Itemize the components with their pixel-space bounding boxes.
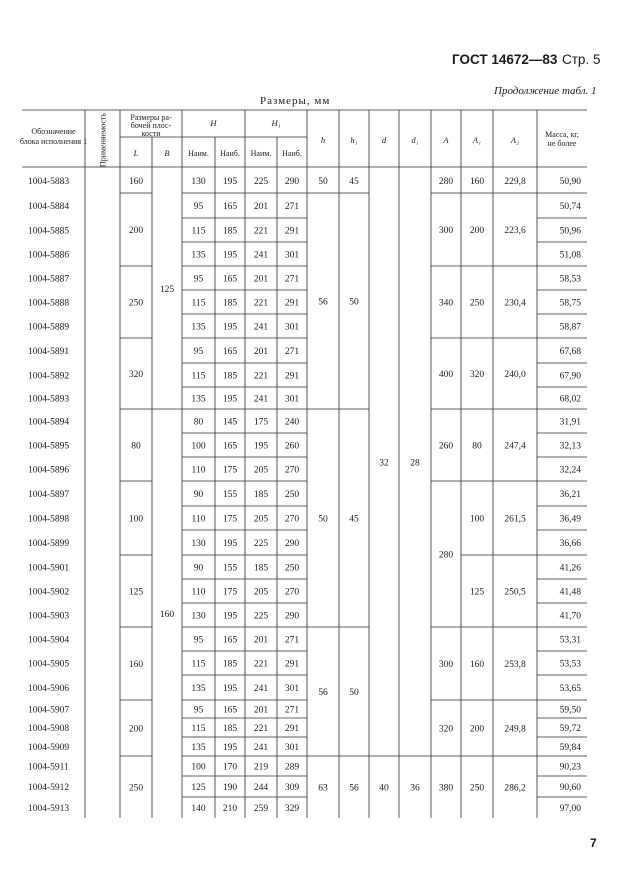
cell-H1-min: 205 bbox=[253, 465, 269, 476]
cell-H-max: 145 bbox=[222, 417, 238, 428]
cell-a2: 240,0 bbox=[504, 370, 526, 380]
cell-H-min: 115 bbox=[191, 298, 206, 309]
cell-mass: 58,87 bbox=[559, 322, 581, 333]
cell-H-min: 135 bbox=[191, 684, 206, 694]
header-applicability: Применяемость bbox=[98, 112, 108, 168]
document-code: ГОСТ 14672—83 bbox=[452, 52, 558, 67]
cell-H1-max: 329 bbox=[284, 804, 300, 814]
cell-H-min: 115 bbox=[191, 371, 206, 382]
cell-H-min: 100 bbox=[191, 762, 206, 773]
cell-H1-max: 301 bbox=[284, 250, 300, 261]
cell-l: 250 bbox=[128, 298, 144, 309]
cell-H1-min: 201 bbox=[253, 274, 269, 285]
cell-H1-min: 201 bbox=[253, 347, 269, 357]
row-designation: 1004-5887 bbox=[28, 274, 70, 285]
cell-l: 160 bbox=[128, 177, 144, 187]
cell-d1: 36 bbox=[410, 783, 420, 794]
cell-H-min: 95 bbox=[193, 202, 204, 212]
sizes-caption: Размеры, мм bbox=[260, 95, 331, 107]
cell-H-max: 155 bbox=[222, 490, 238, 500]
cell-H1-min: 221 bbox=[253, 371, 269, 382]
table-continuation-note: Продолжение табл. 1 bbox=[494, 85, 597, 97]
header-work-surface: Размеры ра- bbox=[130, 113, 172, 122]
cell-a1: 250 bbox=[469, 298, 485, 309]
row-designation: 1004-5889 bbox=[28, 322, 70, 333]
cell-H-min: 90 bbox=[193, 563, 204, 574]
cell-H-min: 100 bbox=[191, 441, 206, 452]
row-designation: 1004-5895 bbox=[28, 441, 70, 452]
cell-H-max: 165 bbox=[222, 441, 238, 452]
row-designation: 1004-5903 bbox=[28, 611, 70, 622]
header-mass: не более bbox=[547, 139, 577, 148]
cell-H1-max: 309 bbox=[284, 783, 300, 793]
cell-mass: 36,49 bbox=[559, 514, 581, 525]
cell-H1-min: 185 bbox=[253, 490, 269, 500]
cell-H-max: 155 bbox=[222, 563, 238, 574]
cell-a2: 223,6 bbox=[504, 226, 526, 236]
cell-H1-max: 250 bbox=[284, 490, 300, 500]
cell-l: 100 bbox=[128, 514, 144, 525]
cell-H1-max: 260 bbox=[284, 441, 300, 452]
cell-H-min: 80 bbox=[193, 417, 204, 428]
cell-H1-min: 225 bbox=[253, 177, 269, 187]
cell-H-max: 185 bbox=[222, 371, 238, 382]
cell-H-min: 95 bbox=[193, 705, 204, 716]
cell-h1: 45 bbox=[349, 514, 359, 525]
cell-a: 340 bbox=[438, 298, 454, 309]
cell-H1-max: 301 bbox=[284, 684, 300, 694]
cell-H-max: 190 bbox=[222, 783, 238, 793]
cell-a: 280 bbox=[438, 550, 454, 561]
cell-H1-min: 221 bbox=[253, 724, 269, 734]
cell-a2: 253,8 bbox=[504, 660, 526, 670]
header-H1-min: Наим. bbox=[250, 149, 272, 158]
cell-mass: 58,75 bbox=[559, 298, 581, 309]
row-designation: 1004-5898 bbox=[28, 514, 70, 525]
cell-a2: 247,4 bbox=[504, 441, 526, 452]
cell-H-min: 115 bbox=[191, 659, 206, 670]
cell-h: 50 bbox=[318, 514, 328, 525]
cell-H-max: 165 bbox=[222, 635, 238, 646]
cell-b: 125 bbox=[159, 285, 175, 295]
cell-l: 250 bbox=[128, 783, 144, 794]
cell-mass: 31,91 bbox=[559, 417, 581, 428]
cell-h1: 50 bbox=[349, 688, 359, 698]
cell-H1-min: 195 bbox=[253, 441, 269, 452]
cell-a: 280 bbox=[438, 177, 454, 187]
header-h1: h₁ bbox=[350, 135, 358, 145]
cell-H-max: 165 bbox=[222, 202, 238, 212]
cell-mass: 59,50 bbox=[559, 705, 581, 716]
cell-H-min: 135 bbox=[191, 743, 206, 753]
cell-l: 80 bbox=[131, 441, 141, 452]
cell-H-max: 195 bbox=[222, 250, 238, 261]
cell-h: 63 bbox=[318, 783, 328, 794]
cell-h1: 56 bbox=[349, 783, 359, 794]
cell-h1: 50 bbox=[349, 297, 359, 308]
row-designation: 1004-5884 bbox=[28, 202, 70, 212]
cell-H-min: 95 bbox=[193, 347, 204, 357]
row-designation: 1004-5891 bbox=[28, 347, 70, 357]
header-A1: A₁ bbox=[472, 135, 482, 145]
header-B: B bbox=[164, 148, 170, 158]
cell-mass: 50,96 bbox=[559, 226, 581, 237]
cell-a: 380 bbox=[438, 783, 454, 794]
cell-a: 300 bbox=[438, 226, 454, 236]
cell-a1: 125 bbox=[469, 587, 485, 598]
cell-mass: 32,24 bbox=[559, 465, 581, 476]
page-label: Стр. 5 bbox=[562, 52, 601, 67]
cell-H1-max: 291 bbox=[284, 226, 300, 237]
cell-H1-min: 225 bbox=[253, 611, 269, 622]
row-designation: 1004-5905 bbox=[28, 659, 70, 670]
cell-H1-min: 185 bbox=[253, 563, 269, 574]
cell-H1-max: 301 bbox=[284, 322, 300, 333]
cell-a2: 229,8 bbox=[504, 177, 526, 187]
cell-H-max: 195 bbox=[222, 684, 238, 694]
cell-H-max: 210 bbox=[222, 804, 238, 814]
cell-H1-min: 241 bbox=[253, 250, 269, 261]
cell-H-max: 185 bbox=[222, 298, 238, 309]
row-designation: 1004-5912 bbox=[28, 783, 70, 793]
cell-H-max: 195 bbox=[222, 394, 238, 405]
cell-H-max: 195 bbox=[222, 743, 238, 753]
cell-H1-max: 271 bbox=[284, 705, 300, 716]
cell-H-max: 195 bbox=[222, 611, 238, 622]
row-designation: 1004-5897 bbox=[28, 490, 70, 500]
row-designation: 1004-5908 bbox=[28, 724, 70, 734]
cell-H-max: 175 bbox=[222, 465, 238, 476]
header-d: d bbox=[381, 135, 387, 145]
cell-H1-min: 201 bbox=[253, 202, 269, 212]
cell-H1-max: 271 bbox=[284, 274, 300, 285]
row-designation: 1004-5885 bbox=[28, 226, 70, 237]
cell-a2: 230,4 bbox=[504, 298, 526, 309]
cell-l: 200 bbox=[128, 226, 144, 236]
cell-l: 160 bbox=[128, 660, 144, 670]
cell-H1-min: 244 bbox=[253, 783, 269, 793]
cell-mass: 59,84 bbox=[559, 743, 581, 753]
cell-h: 56 bbox=[318, 688, 328, 698]
cell-H1-min: 241 bbox=[253, 322, 269, 333]
cell-mass: 53,53 bbox=[559, 659, 581, 670]
cell-mass: 59,72 bbox=[559, 724, 581, 734]
cell-H1-max: 291 bbox=[284, 298, 300, 309]
cell-d: 32 bbox=[379, 458, 389, 469]
cell-mass: 41,48 bbox=[559, 587, 581, 598]
header-h: h bbox=[320, 135, 326, 145]
row-designation: 1004-5883 bbox=[28, 177, 70, 187]
cell-mass: 67,90 bbox=[559, 371, 581, 382]
cell-mass: 51,08 bbox=[559, 250, 581, 261]
cell-H-min: 125 bbox=[191, 783, 206, 793]
cell-h1: 45 bbox=[349, 177, 359, 187]
header-designation: Обозначение bbox=[31, 127, 76, 136]
cell-H-max: 185 bbox=[222, 226, 238, 237]
header-H-max: Наиб. bbox=[220, 149, 240, 158]
row-designation: 1004-5907 bbox=[28, 705, 70, 716]
cell-a1: 80 bbox=[472, 441, 482, 452]
cell-H1-min: 205 bbox=[253, 514, 269, 525]
cell-H-min: 115 bbox=[191, 226, 206, 237]
cell-d1: 28 bbox=[410, 458, 420, 469]
page-number: 7 bbox=[590, 836, 597, 850]
cell-l: 320 bbox=[128, 370, 144, 380]
cell-mass: 90,60 bbox=[559, 783, 581, 793]
cell-H-min: 140 bbox=[191, 804, 206, 814]
cell-H1-min: 201 bbox=[253, 635, 269, 646]
header-A: A bbox=[443, 135, 449, 145]
cell-h: 56 bbox=[318, 297, 328, 308]
cell-a1: 320 bbox=[469, 370, 485, 380]
cell-H1-max: 270 bbox=[284, 465, 300, 476]
cell-a2: 249,8 bbox=[504, 724, 526, 735]
cell-H1-max: 301 bbox=[284, 394, 300, 405]
cell-H1-max: 291 bbox=[284, 659, 300, 670]
cell-d: 40 bbox=[379, 783, 389, 794]
header-mass: Масса, кг, bbox=[545, 130, 579, 139]
cell-H-max: 195 bbox=[222, 177, 238, 187]
cell-H1-max: 270 bbox=[284, 587, 300, 598]
cell-H1-min: 221 bbox=[253, 226, 269, 237]
cell-H1-max: 291 bbox=[284, 371, 300, 382]
cell-a1: 200 bbox=[469, 226, 485, 236]
cell-H1-min: 201 bbox=[253, 705, 269, 716]
row-designation: 1004-5894 bbox=[28, 417, 70, 428]
row-designation: 1004-5909 bbox=[28, 743, 70, 753]
cell-H-max: 165 bbox=[222, 274, 238, 285]
cell-H-min: 110 bbox=[191, 587, 206, 598]
cell-H1-max: 290 bbox=[284, 611, 300, 622]
cell-mass: 53,65 bbox=[559, 684, 581, 694]
cell-a1: 160 bbox=[469, 660, 485, 670]
cell-a2: 286,2 bbox=[504, 783, 526, 794]
cell-a: 260 bbox=[438, 441, 454, 452]
cell-a1: 160 bbox=[469, 177, 485, 187]
row-designation: 1004-5892 bbox=[28, 371, 70, 382]
header-work-surface: кости bbox=[141, 129, 161, 138]
cell-H1-max: 289 bbox=[284, 762, 300, 773]
cell-H-min: 130 bbox=[191, 177, 206, 187]
cell-H-min: 90 bbox=[193, 490, 204, 500]
cell-H1-max: 270 bbox=[284, 514, 300, 525]
cell-b: 160 bbox=[159, 610, 175, 620]
cell-H1-min: 259 bbox=[253, 804, 269, 814]
row-designation: 1004-5901 bbox=[28, 563, 70, 574]
cell-H-min: 130 bbox=[191, 611, 206, 622]
cell-H-max: 175 bbox=[222, 514, 238, 525]
cell-l: 125 bbox=[128, 587, 144, 598]
cell-a1: 200 bbox=[469, 724, 485, 735]
cell-mass: 50,90 bbox=[559, 177, 581, 187]
header-H-min: Наим. bbox=[188, 149, 209, 158]
cell-H1-min: 205 bbox=[253, 587, 269, 598]
cell-H-max: 165 bbox=[222, 347, 238, 357]
row-designation: 1004-5886 bbox=[28, 250, 70, 261]
cell-mass: 97,00 bbox=[559, 804, 581, 814]
cell-a1: 100 bbox=[469, 514, 485, 525]
cell-H-min: 95 bbox=[193, 635, 204, 646]
cell-H1-min: 225 bbox=[253, 539, 269, 549]
row-designation: 1004-5893 bbox=[28, 394, 70, 405]
header-designation: блока исполнения 1 bbox=[19, 137, 88, 146]
cell-a1: 250 bbox=[469, 783, 485, 794]
row-designation: 1004-5902 bbox=[28, 587, 70, 598]
header-d1: d₁ bbox=[411, 135, 419, 145]
cell-a: 300 bbox=[438, 660, 454, 670]
cell-mass: 58,53 bbox=[559, 274, 581, 285]
cell-mass: 68,02 bbox=[559, 394, 581, 405]
cell-H1-min: 221 bbox=[253, 298, 269, 309]
header-L: L bbox=[133, 148, 139, 158]
cell-a: 320 bbox=[438, 724, 454, 735]
cell-H-min: 135 bbox=[191, 250, 206, 261]
cell-mass: 36,66 bbox=[559, 539, 581, 549]
cell-H-min: 135 bbox=[191, 322, 206, 333]
header-A2: A₂ bbox=[510, 135, 520, 145]
row-designation: 1004-5906 bbox=[28, 684, 70, 694]
cell-a2: 250,5 bbox=[504, 587, 526, 598]
cell-H1-max: 291 bbox=[284, 724, 300, 734]
cell-H1-max: 290 bbox=[284, 177, 300, 187]
cell-H1-max: 271 bbox=[284, 635, 300, 646]
cell-mass: 53,31 bbox=[559, 635, 581, 646]
cell-H-max: 195 bbox=[222, 539, 238, 549]
cell-a2: 261,5 bbox=[504, 514, 526, 525]
cell-h: 50 bbox=[318, 177, 328, 187]
cell-H1-min: 221 bbox=[253, 659, 269, 670]
cell-mass: 67,68 bbox=[559, 347, 581, 357]
cell-H-max: 165 bbox=[222, 705, 238, 716]
cell-H-min: 110 bbox=[191, 514, 206, 525]
cell-H-min: 110 bbox=[191, 465, 206, 476]
cell-H-max: 195 bbox=[222, 322, 238, 333]
cell-H1-min: 175 bbox=[253, 417, 269, 428]
cell-H-max: 185 bbox=[222, 724, 238, 734]
cell-H1-min: 241 bbox=[253, 394, 269, 405]
cell-H-min: 130 bbox=[191, 539, 206, 549]
header-work-surface: бочей плос- bbox=[130, 121, 172, 130]
cell-mass: 50,74 bbox=[559, 202, 581, 212]
cell-mass: 41,70 bbox=[559, 611, 581, 622]
cell-H1-max: 240 bbox=[284, 417, 300, 428]
cell-H1-min: 241 bbox=[253, 684, 269, 694]
row-designation: 1004-5896 bbox=[28, 465, 70, 476]
cell-mass: 36,21 bbox=[559, 490, 581, 500]
row-designation: 1004-5888 bbox=[28, 298, 70, 309]
cell-H-min: 115 bbox=[191, 724, 206, 734]
cell-mass: 32,13 bbox=[559, 441, 581, 452]
cell-H1-max: 271 bbox=[284, 347, 300, 357]
header-H: H bbox=[210, 118, 217, 128]
cell-H1-min: 219 bbox=[253, 762, 269, 773]
header-H1-max: Наиб. bbox=[282, 149, 302, 158]
cell-mass: 41,26 bbox=[559, 563, 581, 574]
cell-l: 200 bbox=[128, 724, 144, 735]
cell-a: 400 bbox=[438, 370, 454, 380]
row-designation: 1004-5899 bbox=[28, 539, 70, 549]
cell-H-max: 185 bbox=[222, 659, 238, 670]
cell-H-max: 175 bbox=[222, 587, 238, 598]
cell-H-min: 135 bbox=[191, 394, 206, 405]
cell-H1-max: 290 bbox=[284, 539, 300, 549]
row-designation: 1004-5913 bbox=[28, 804, 70, 814]
cell-mass: 90,23 bbox=[559, 762, 581, 773]
cell-H1-min: 241 bbox=[253, 743, 269, 753]
cell-H1-max: 301 bbox=[284, 743, 300, 753]
header-H1: H₁ bbox=[271, 118, 281, 128]
row-designation: 1004-5904 bbox=[28, 635, 70, 646]
row-designation: 1004-5911 bbox=[28, 762, 69, 773]
cell-H1-max: 250 bbox=[284, 563, 300, 574]
cell-H-min: 95 bbox=[193, 274, 204, 285]
cell-H1-max: 271 bbox=[284, 202, 300, 212]
cell-H-max: 170 bbox=[222, 762, 238, 773]
